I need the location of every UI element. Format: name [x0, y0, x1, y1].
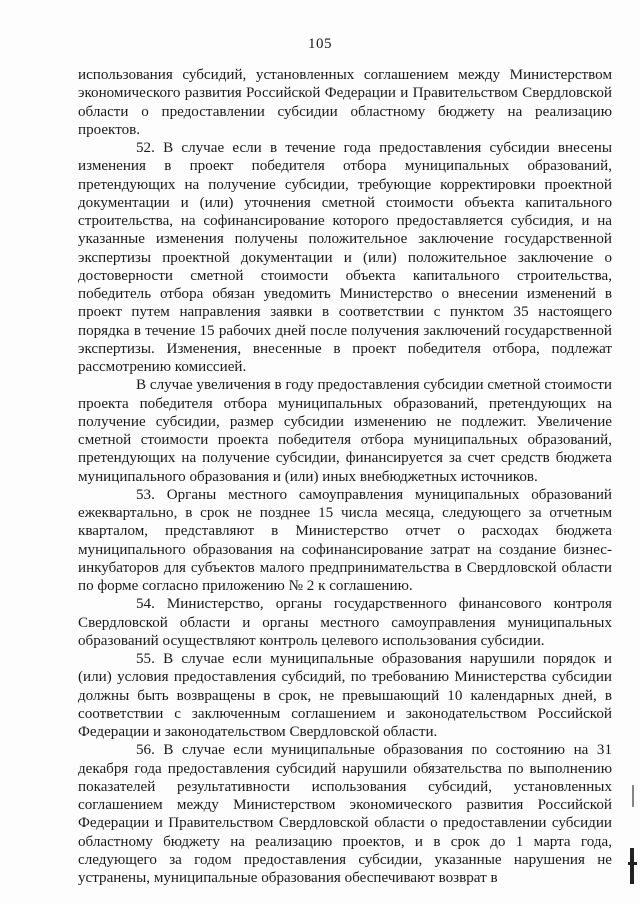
scan-edge-mark [632, 785, 634, 807]
page-number: 105 [308, 36, 332, 52]
scan-edge-tick [628, 862, 637, 865]
paragraph-52-cont: В случае увеличения в году предоставления субсидии сметной стоимости проекта победителя отбора муниципальных образований, претендующих на получение субсидии, размер субсидии изменению не подлежит. Увеличение сметной стоимости проекта победителя отбора муниципальных образований, претендующих на получение субсидии, финансируется за счет средств бюджета муниципального образования и (или) иных внебюджетных источников. [78, 377, 612, 485]
paragraph-53: 53. Органы местного самоуправления муниципальных образований ежеквартально, в срок не позднее 15 числа месяца, следующего за отчетным кварталом, представляют в Министерство отчет о расходах бюджета муниципального образования на софинансирование затрат на создание бизнес-инкубаторов для субъектов малого предпринимательства в Свердловской области по форме согласно приложению № 2 к соглашению. [78, 486, 612, 594]
paragraph-52: 52. В случае если в течение года предоставления субсидии внесены изменения в проект победителя отбора муниципальных образований, претендующих на получение субсидии, требующие корректировки проектной документации и (или) уточнения сметной стоимости объекта капитального строительства, на софинансирование которого предоставляется субсидия, и на указанные изменения получены положительное заключение государственной экспертизы проектной документации и (или) положительное заключение о достоверности сметной стоимости объекта капитального строительства, победитель отбора обязан уведомить Министерство о внесении изменений в проект путем направления заявки в соответствии с пунктом 35 настоящего порядка в течение 15 рабочих дней после получения заключений государственной экспертизы. Изменения, внесенные в проект победителя отбора, подлежат рассмотрению комиссией. [78, 140, 612, 375]
scan-edge-mark [630, 848, 634, 884]
paragraph-55: 55. В случае если муниципальные образования нарушили порядок и (или) условия предоставления субсидий, по требованию Министерства субсидии должны быть возвращены в срок, не превышающий 10 календарных дней, в соответствии с заключенным соглашением и законодательством Российской Федерации и законодательством Свердловской области. [78, 651, 612, 740]
paragraph-56: 56. В случае если муниципальные образования по состоянию на 31 декабря года предоставления субсидий нарушили обязательства по выполнению показателей результативности использования субсидий, установленных соглашением между Министерством экономического развития Российской Федерации и Правительством Свердловской области о предоставлении субсидии областному бюджету на реализацию проектов, и в срок до 1 марта года, следующего за годом предоставления субсидии, указанные нарушения не устранены, муниципальные образования обеспечивают возврат в [78, 742, 612, 886]
paragraph-54: 54. Министерство, органы государственного финансового контроля Свердловской области и органы местного самоуправления муниципальных образований осуществляют контроль целевого использования субсидии. [78, 596, 612, 649]
document-body [78, 66, 612, 887]
paragraph-continuation: использования субсидий, установленных соглашением между Министерством экономического развития Российской Федерации и Правительством Свердловской области о предоставлении субсидии областному бюджету на реализацию проектов. [78, 67, 612, 138]
